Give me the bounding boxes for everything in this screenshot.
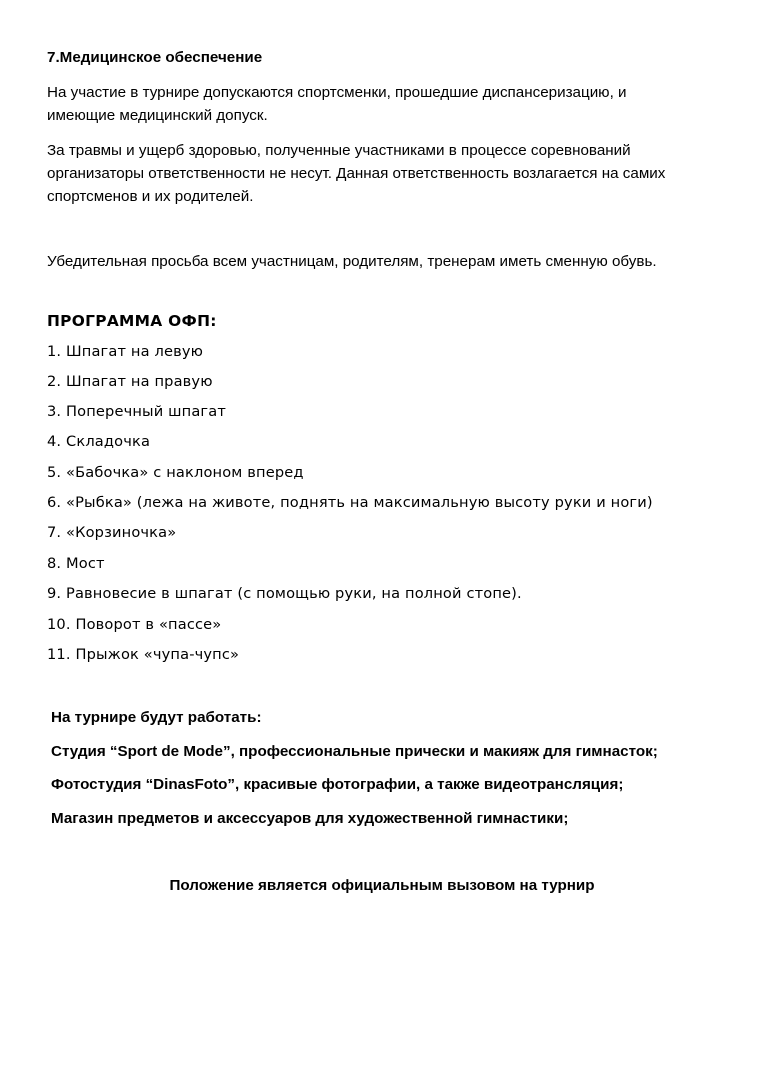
medical-para2-line2: организаторы ответственности не несут. Данная ответственность возлагается на самих (47, 165, 666, 182)
medical-para1-line1: На участие в турнире допускаются спортсменки, прошедшие диспансеризацию, и (47, 84, 627, 101)
program-item: 5. «Бабочка» с наклоном вперед (47, 464, 304, 481)
medical-para1-line2: имеющие медицинский допуск. (47, 107, 268, 124)
services-heading: На турнире будут работать: (51, 709, 262, 726)
services-item: Студия “Sport de Mode”, профессиональные прически и макияж для гимнасток; (51, 743, 658, 760)
medical-para2-line1: За травмы и ущерб здоровью, полученные участниками в процессе соревнований (47, 142, 631, 159)
program-heading: ПРОГРАММА ОФП: (47, 312, 217, 330)
program-item: 2. Шпагат на правую (47, 373, 213, 390)
services-item: Фотостудия “DinasFoto”, красивые фотографии, а также видеотрансляция; (51, 776, 624, 793)
program-item: 9. Равновесие в шпагат (с помощью руки, на полной стопе). (47, 585, 522, 602)
medical-para2-line3: спортсменов и их родителей. (47, 188, 254, 205)
medical-heading: 7.Медицинское обеспечение (47, 49, 263, 66)
program-item: 11. Прыжок «чупа-чупс» (47, 646, 240, 663)
medical-request: Убедительная просьба всем участницам, родителям, тренерам иметь сменную обувь. (47, 253, 657, 270)
program-item: 10. Поворот в «пассе» (47, 616, 222, 633)
program-item: 1. Шпагат на левую (47, 343, 204, 360)
services-item: Магазин предметов и аксессуаров для художественной гимнастики; (51, 810, 569, 827)
program-item: 7. «Корзиночка» (47, 524, 177, 541)
program-item: 8. Мост (47, 555, 105, 572)
program-item: 3. Поперечный шпагат (47, 403, 226, 420)
official-invitation-note: Положение является официальным вызовом на турнир (169, 877, 595, 894)
program-item: 4. Складочка (47, 433, 151, 450)
program-item: 6. «Рыбка» (лежа на животе, поднять на максимальную высоту руки и ноги) (47, 494, 653, 511)
